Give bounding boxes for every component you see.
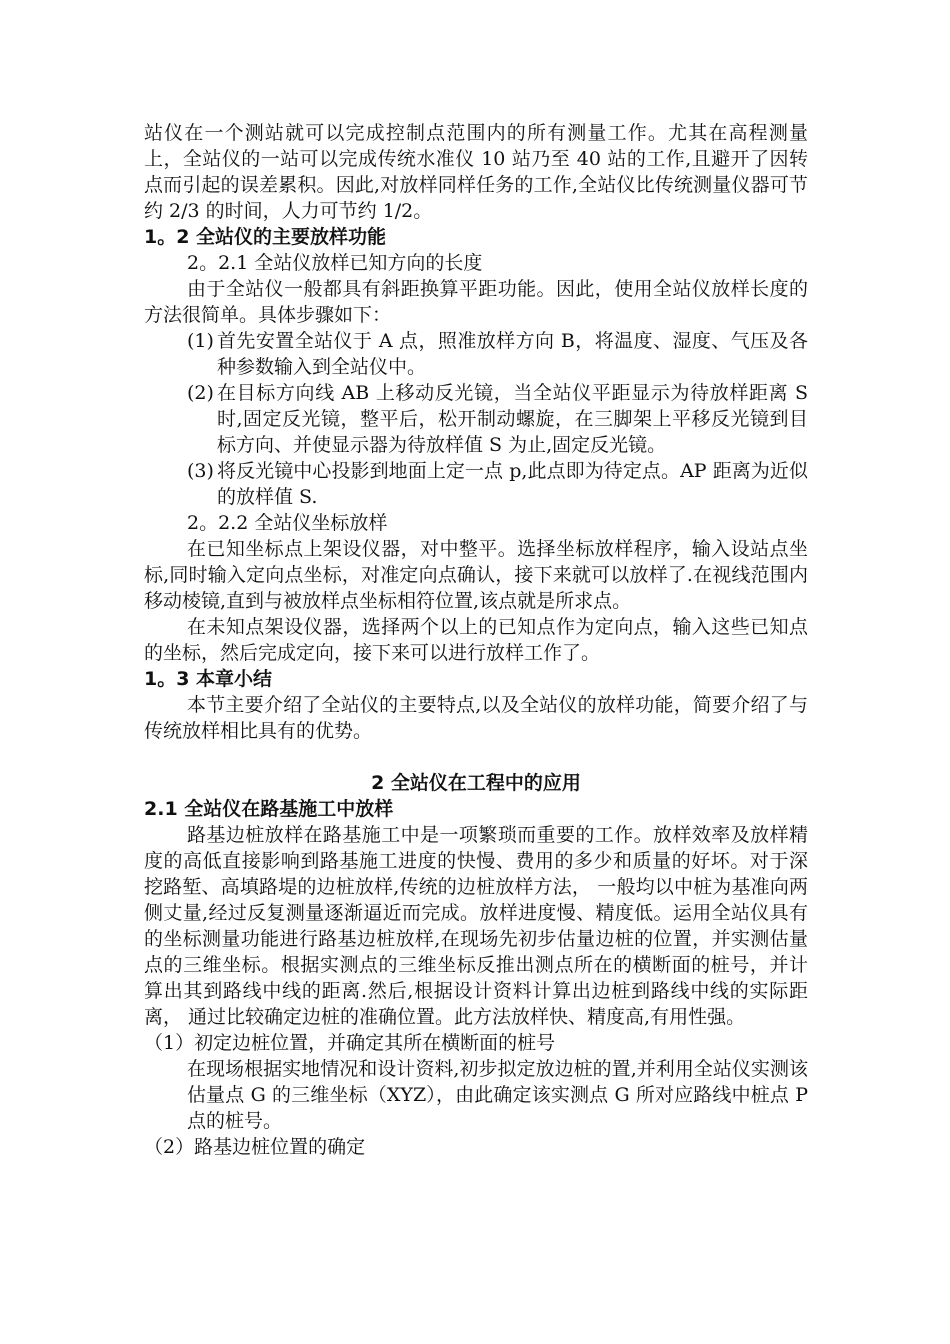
paragraph-initial-stake: 在现场根据实地情况和设计资料,初步拟定放边桩的置,并利用全站仪实测该估量点 G 的三维坐标（XYZ），由此确定该实测点 G 所对应路线中桩点 P 点的桩号。 — [187, 1058, 808, 1132]
step-text: 首先安置全站仪于 A 点，照准放样方向 B，将温度、湿度、气压及各种参数输入到全站仪中。 — [217, 330, 808, 378]
step-number: (3) — [187, 460, 214, 482]
item-heading-1: （1）初定边桩位置，并确定其所在横断面的桩号 — [144, 1032, 556, 1054]
subsection-heading-2-2-1: 2。2.1 全站仪放样已知方向的长度 — [187, 252, 483, 274]
paragraph-summary: 本节主要介绍了全站仪的主要特点,以及全站仪的放样功能，简要介绍了与传统放样相比具有的优势。 — [144, 694, 808, 742]
step-text: 在目标方向线 AB 上移动反光镜，当全站仪平距显示为待放样距离 S 时,固定反光镜，整平后，松开制动螺旋，在三脚架上平移反光镜到目标方向、并使显示器为待放样值 S 为止,固定反光镜。 — [217, 382, 808, 456]
section-heading-2-1: 2.1 全站仪在路基施工中放样 — [144, 798, 394, 820]
section-heading-1-3: 1。3 本章小结 — [144, 668, 273, 690]
step-text: 将反光镜中心投影到地面上定一点 p,此点即为待定点。AP 距离为近似的放样值 S. — [217, 460, 808, 508]
paragraph-unknown-point: 在未知点架设仪器，选择两个以上的已知点作为定向点，输入这些已知点的坐标，然后完成定向，接下来可以进行放样工作了。 — [144, 616, 808, 664]
document-page — [144, 120, 808, 1160]
list-item — [144, 380, 808, 458]
chapter-title: 2 全站仪在工程中的应用 — [371, 772, 581, 794]
step-number: (1) — [187, 330, 214, 352]
paragraph-intro: 站仪在一个测站就可以完成控制点范围内的所有测量工作。尤其在高程测量上，全站仪的一站可以完成传统水准仪 10 站乃至 40 站的工作,且避开了因转点而引起的误差累积。因此,对放样同样任务的工作,全站仪比传统测量仪器可节约 2/3 的时间，人力可节约 1/2。 — [144, 122, 808, 222]
section-heading-1-2: 1。2 全站仪的主要放样功能 — [144, 226, 387, 248]
item-heading-2: （2）路基边桩位置的确定 — [144, 1136, 366, 1158]
spacer — [144, 744, 808, 770]
list-item — [144, 328, 808, 380]
list-item — [144, 458, 808, 510]
paragraph-coordinate-setout: 在已知坐标点上架设仪器，对中整平。选择坐标放样程序，输入设站点坐标,同时输入定向点坐标，对准定向点确认，接下来就可以放样了.在视线范围内移动棱镜,直到与被放样点坐标相符位置,该点就是所求点。 — [144, 538, 808, 612]
paragraph-roadbed-setout: 路基边桩放样在路基施工中是一项繁琐而重要的工作。放样效率及放样精度的高低直接影响到路基施工进度的快慢、费用的多少和质量的好坏。对于深挖路堑、高填路堤的边桩放样,传统的边桩放样方法， 一般均以中桩为基准向两侧丈量,经过反复测量逐渐逼近而完成。放样进度慢、精度低。运用全站仪具有的坐标测量功能进行路基边桩放样,在现场先初步估量边桩的位置，并实测估量点的三维坐标。根据实测点的三维坐标反推出测点所在的横断面的桩号，并计算出其到路线中线的距离.然后,根据设计资料计算出边桩到路线中线的实际距离， 通过比较确定边桩的准确位置。此方法放样快、精度高,有用性强。 — [144, 824, 808, 1028]
step-list — [144, 328, 808, 510]
step-number: (2) — [187, 382, 214, 404]
subsection-heading-2-2-2: 2。2.2 全站仪坐标放样 — [187, 512, 388, 534]
paragraph-steps-intro: 由于全站仪一般都具有斜距换算平距功能。因此，使用全站仪放样长度的方法很简单。具体步骤如下： — [144, 278, 808, 326]
